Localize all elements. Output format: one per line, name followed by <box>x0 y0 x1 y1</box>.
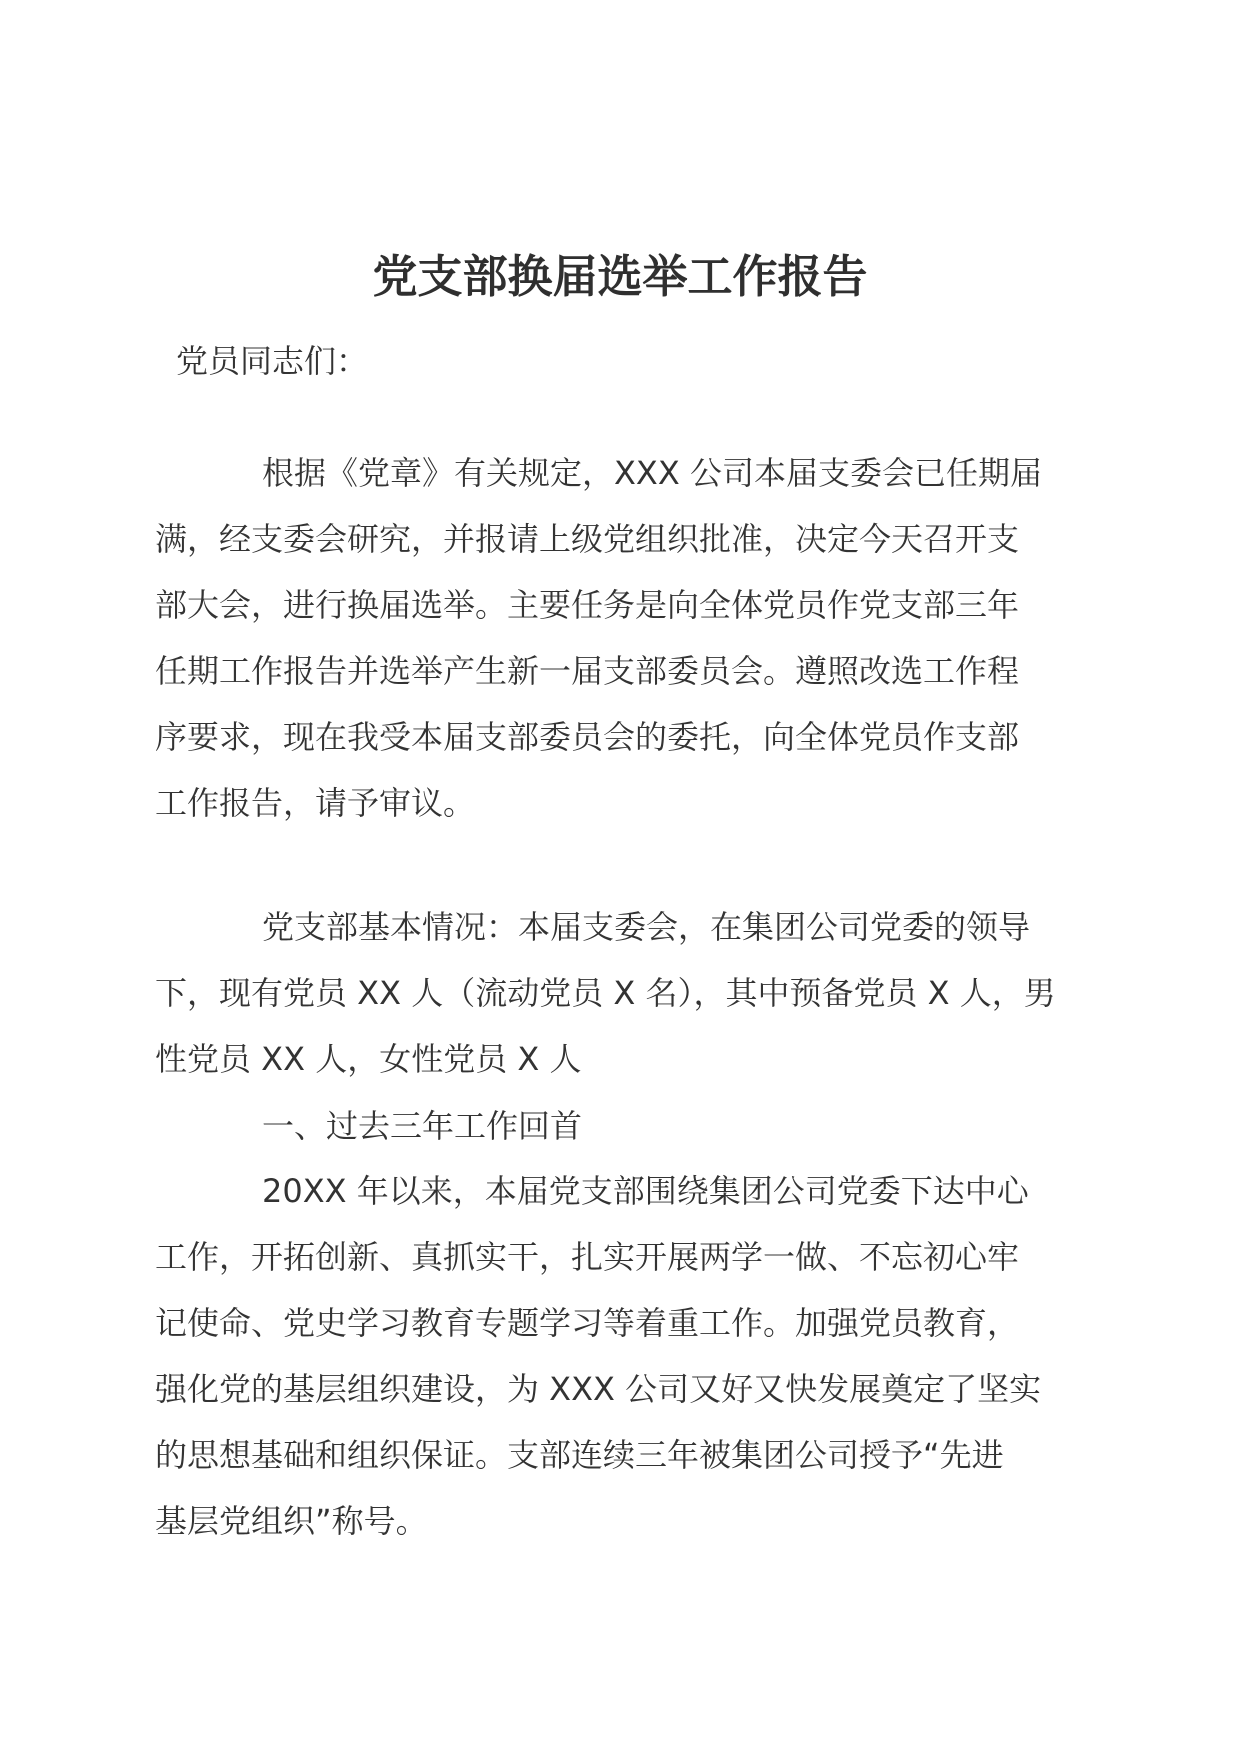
paragraph-term-overview <box>155 440 1090 836</box>
paragraph-line: 序要求，现在我受本届支部委员会的委托，向全体党员作支部 <box>155 718 1020 756</box>
paragraph-line: 强化党的基层组织建设，为 XXX 公司又好又快发展奠定了坚实 <box>155 1370 1042 1408</box>
paragraph-line: 满，经支委会研究，并报请上级党组织批准，决定今天召开支 <box>155 520 1020 558</box>
paragraph-basic-info <box>155 894 1090 1092</box>
paragraph-line: 20XX 年以来，本届党支部围绕集团公司党委下达中心 <box>262 1172 1029 1210</box>
paragraph-line: 的思想基础和组织保证。支部连续三年被集团公司授予“先进 <box>155 1436 1004 1474</box>
paragraph-line: 部大会，进行换届选举。主要任务是向全体党员作党支部三年 <box>155 586 1020 624</box>
document-title: 党支部换届选举工作报告 <box>372 250 868 303</box>
paragraph-line: 工作，开拓创新、真抓实干，扎实开展两学一做、不忘初心牢 <box>155 1238 1020 1276</box>
paragraph-line: 工作报告，请予审议。 <box>155 784 476 822</box>
section-heading <box>155 1093 1090 1159</box>
paragraph-line: 基层党组织”称号。 <box>155 1502 428 1540</box>
salutation: 党员同志们： <box>176 342 369 380</box>
paragraph-line: 任期工作报告并选举产生新一届支部委员会。遵照改选工作程 <box>155 652 1020 690</box>
paragraph-line: 下，现有党员 XX 人（流动党员 X 名），其中预备党员 X 人，男 <box>155 974 1056 1012</box>
paragraph-line: 党支部基本情况：本届支委会，在集团公司党委的领导 <box>262 908 1031 946</box>
paragraph-work-review <box>155 1158 1090 1554</box>
paragraph-line: 记使命、党史学习教育专题学习等着重工作。加强党员教育， <box>155 1304 1020 1342</box>
section-heading-text: 一、过去三年工作回首 <box>262 1107 583 1145</box>
paragraph-line: 性党员 XX 人，女性党员 X 人 <box>155 1040 582 1078</box>
paragraph-line: 根据《党章》有关规定，XXX 公司本届支委会已任期届 <box>262 454 1042 492</box>
